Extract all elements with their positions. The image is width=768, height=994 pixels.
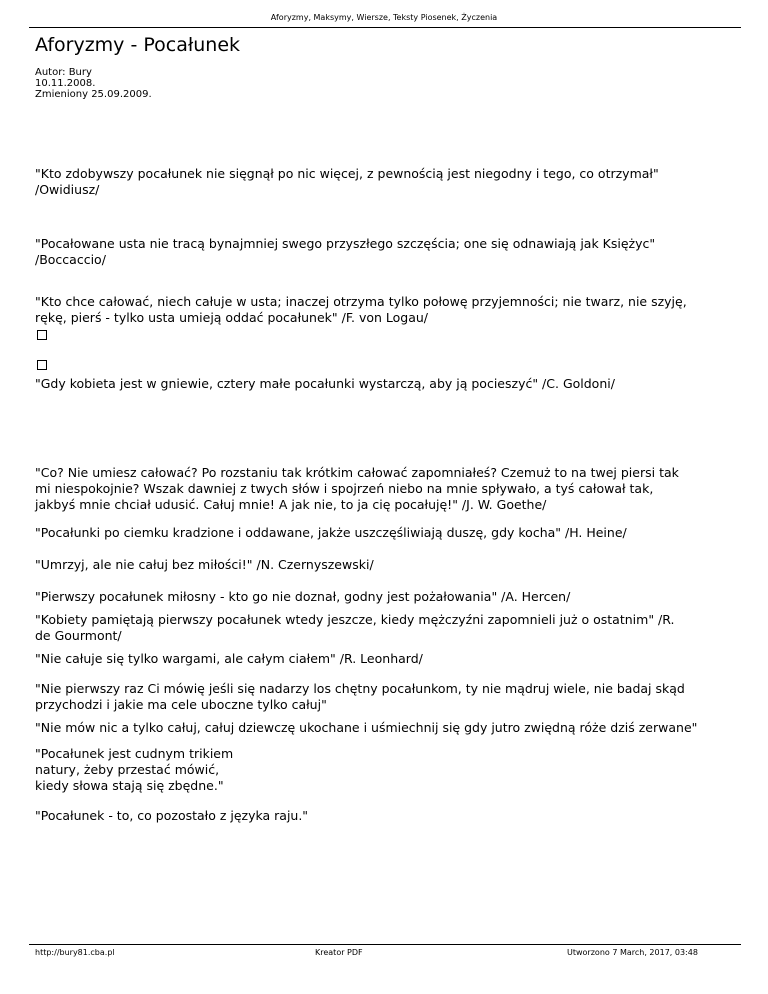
- quote-9: "Kobiety pamiętają pierwszy pocałunek wtedy jeszcze, kiedy mężczyźni zapomnieli już o ostatnim" /R. de Gourmont/: [35, 612, 675, 643]
- footer-creator: Kreator PDF: [315, 948, 363, 957]
- quote-3-text: "Kto chce całować, niech całuje w usta; inaczej otrzyma tylko połowę przyjemności; nie twarz, nie szyję, rękę, pierś - tylko usta umieją oddać pocałunek" /F. von Logau/: [35, 294, 687, 325]
- quote-8: "Pierwszy pocałunek miłosny - kto go nie doznał, godny jest pożałowania" /A. Hercen/: [35, 589, 571, 604]
- checkbox-glyph-icon: [37, 330, 47, 340]
- quote-12: "Nie mów nic a tylko całuj, całuj dziewczę ukochane i uśmiechnij się gdy jutro zwiędną róże dziś zerwane": [35, 720, 698, 735]
- quote-2: "Pocałowane usta nie tracą bynajmniej swego przyszłego szczęścia; one się odnawiają jak Księżyc" /Boccaccio/: [35, 236, 656, 267]
- checkbox-glyph-icon: [37, 360, 47, 370]
- quote-5: "Co? Nie umiesz całować? Po rozstaniu tak krótkim całować zapomniałeś? Czemuż to na twej piersi tak mi niespokojnie? Wszak dawniej z twych słów i spojrzeń niebo na mnie spływało, a tyś całował tak, jakbyś mnie chciał udusić. Całuj mnie! A jak nie, to ja cię pocałuję!" /J. W. Goethe/: [35, 465, 679, 512]
- article-meta: [35, 67, 152, 100]
- quote-14: "Pocałunek - to, co pozostało z języka raju.": [35, 808, 309, 823]
- quote-4: "Gdy kobieta jest w gniewie, cztery małe pocałunki wystarczą, aby ją pocieszyć" /C. Goldoni/: [35, 376, 615, 391]
- footer-created: Utworzono 7 March, 2017, 03:48: [567, 948, 698, 957]
- quote-11: "Nie pierwszy raz Ci mówię jeśli się nadarzy los chętny pocałunkom, ty nie mądruj wiele, nie badaj skąd przychodzi i jakie ma cele uboczne tylko całuj": [35, 681, 685, 712]
- footer-url: http://bury81.cba.pl: [35, 948, 115, 957]
- footer-rule: [29, 944, 741, 945]
- page-title: Aforyzmy - Pocałunek: [35, 34, 241, 56]
- running-header: Aforyzmy, Maksymy, Wiersze, Teksty Piosenek, Życzenia: [270, 13, 498, 22]
- quote-1: "Kto zdobywszy pocałunek nie sięgnął po nic więcej, z pewnością jest niegodny i tego, co otrzymał" /Owidiusz/: [35, 166, 659, 197]
- quote-10: "Nie całuje się tylko wargami, ale całym ciałem" /R. Leonhard/: [35, 651, 423, 666]
- header-rule: [29, 27, 741, 28]
- quote-7: "Umrzyj, ale nie całuj bez miłości!" /N. Czernyszewski/: [35, 557, 374, 572]
- author-line: Autor: Bury: [35, 67, 92, 78]
- quote-6: "Pocałunki po ciemku kradzione i oddawane, jakże uszczęśliwiają duszę, gdy kocha" /H. Heine/: [35, 525, 627, 540]
- date-line: 10.11.2008.: [35, 78, 96, 89]
- quote-3: [35, 278, 740, 390]
- modified-line: Zmieniony 25.09.2009.: [35, 89, 152, 100]
- quote-13: "Pocałunek jest cudnym trikiem natury, żeby przestać mówić, kiedy słowa stają się zbędne.": [35, 746, 234, 793]
